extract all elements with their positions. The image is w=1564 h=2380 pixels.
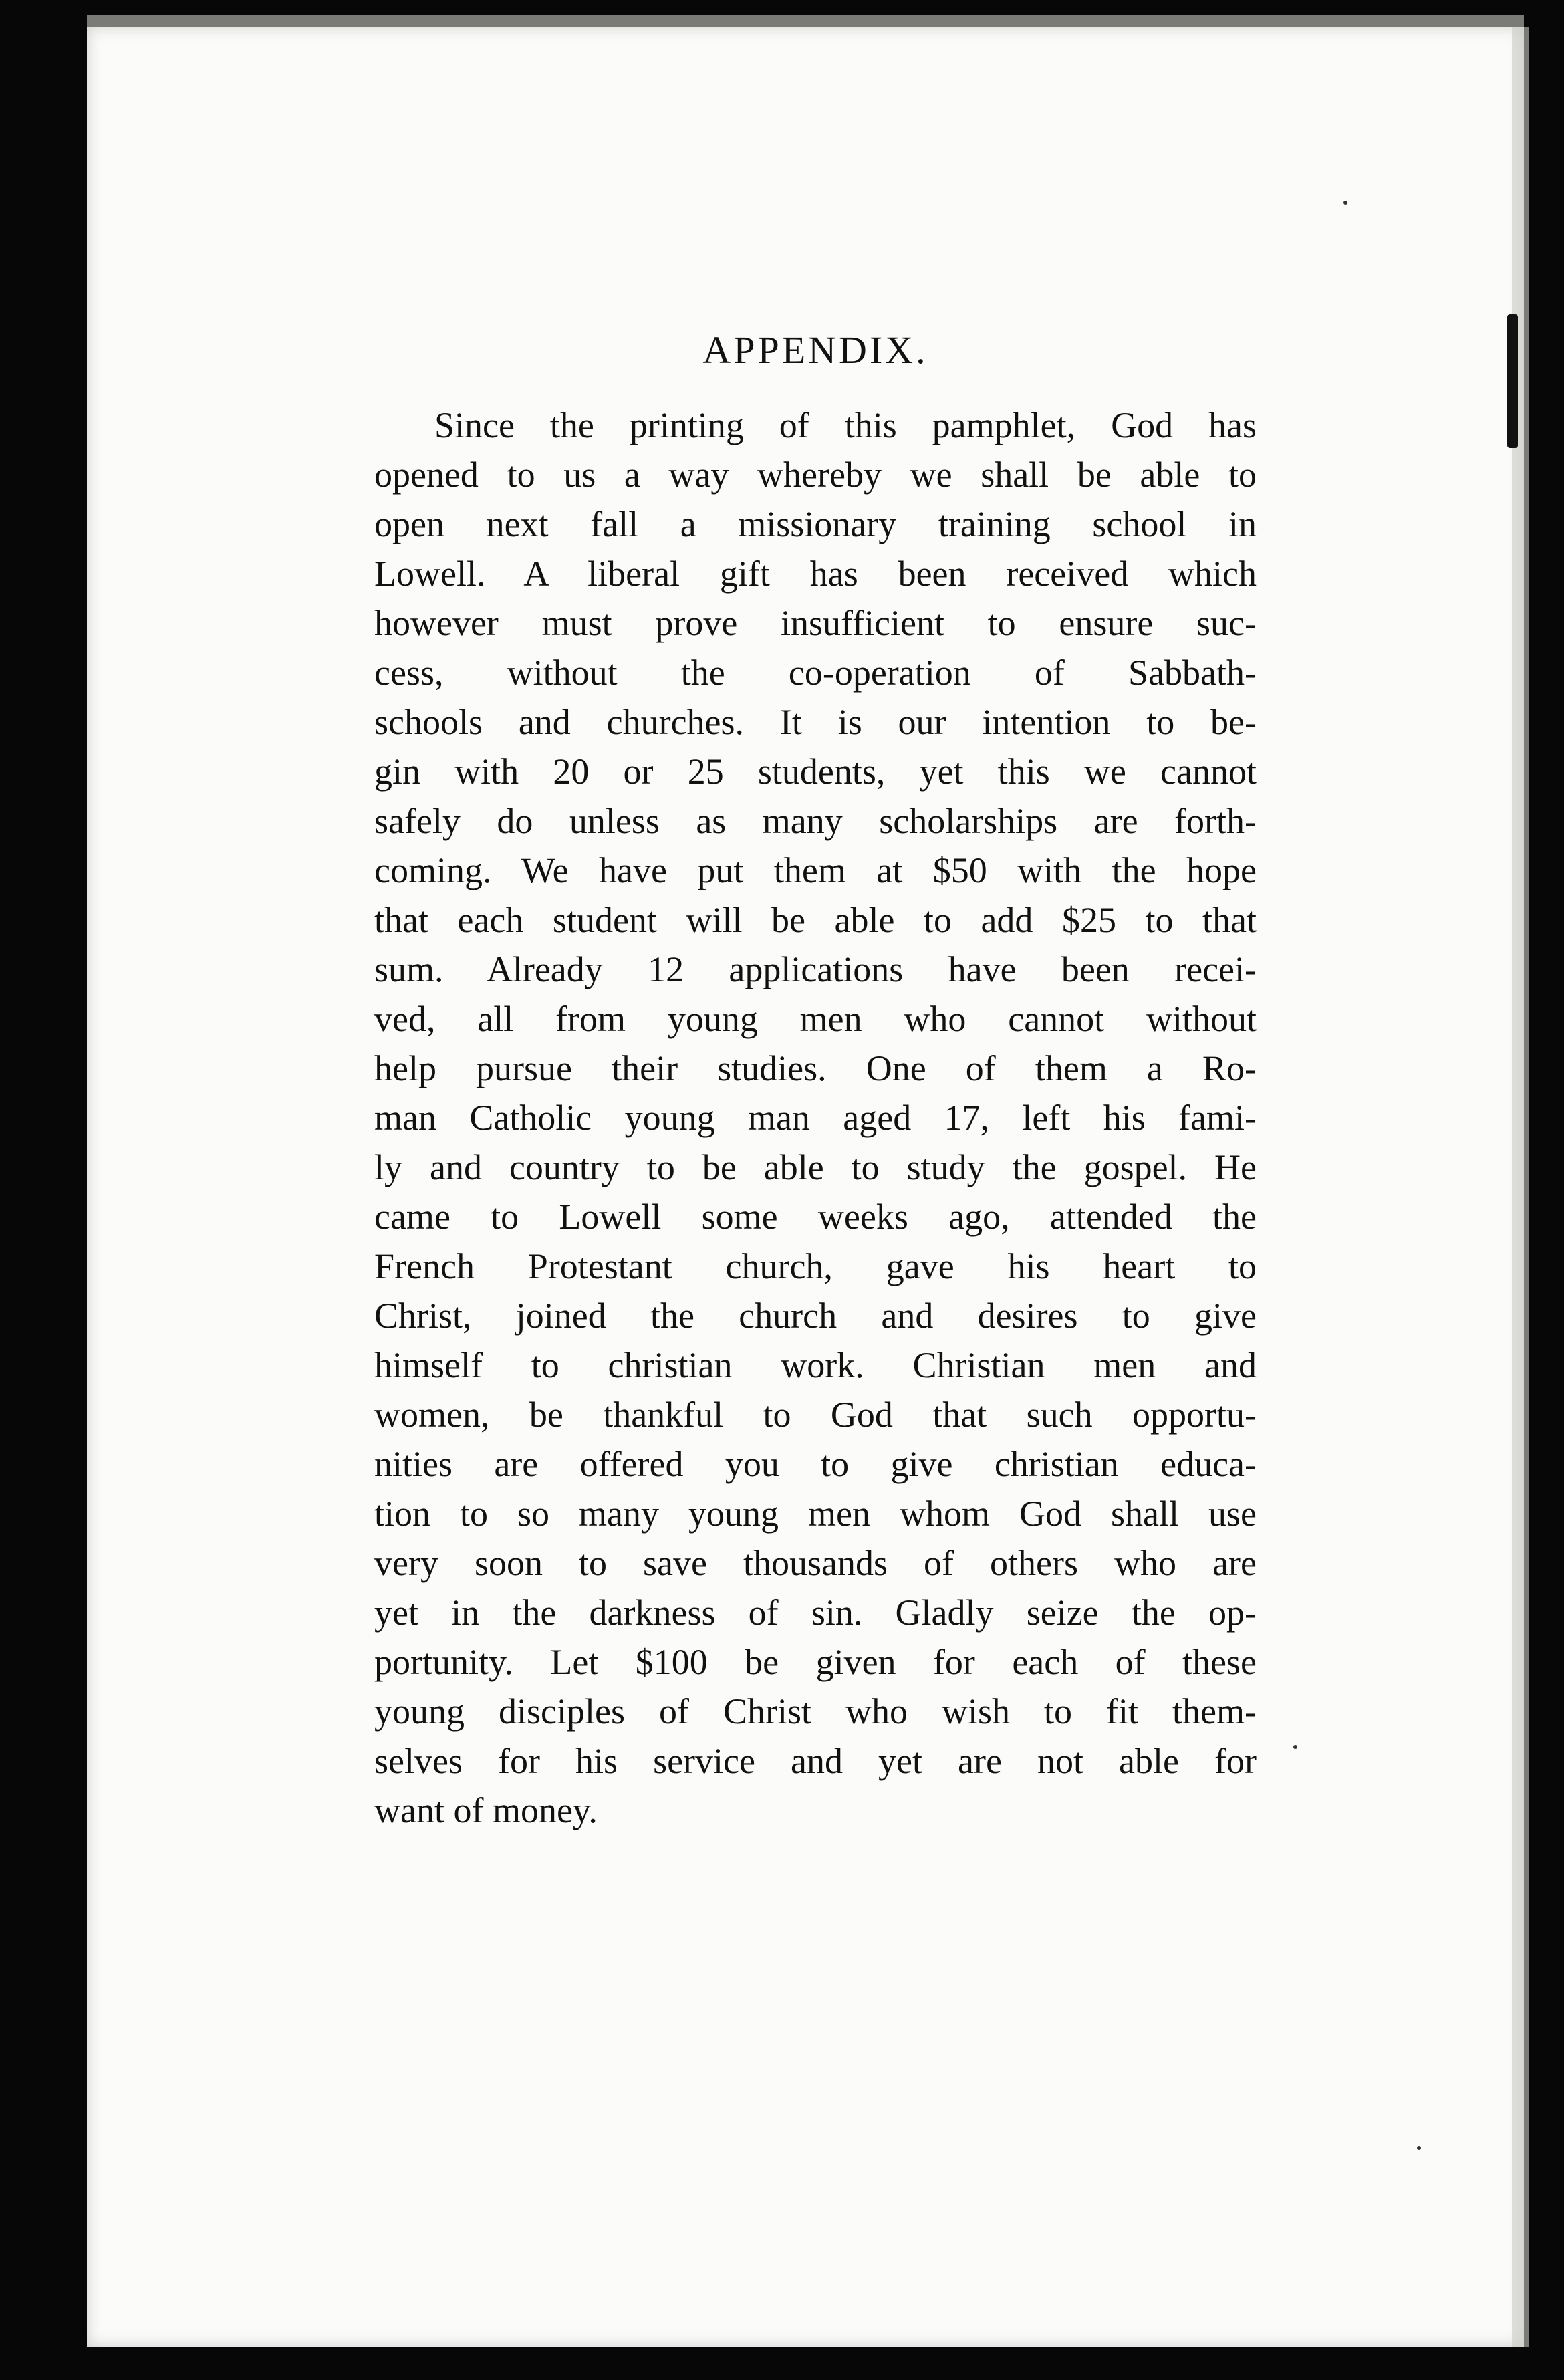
text-line: Christ, joined the church and desires to give — [374, 1296, 1257, 1336]
paper-speck — [1343, 201, 1347, 205]
binding-mark — [1507, 314, 1518, 448]
text-line: cess, without the co-operation of Sabbath- — [374, 652, 1257, 693]
text-line: help pursue their studies. One of them a Ro- — [374, 1048, 1257, 1088]
paper-speck — [1293, 1745, 1297, 1749]
text-line: young disciples of Christ who wish to fit them- — [374, 1691, 1257, 1732]
text-line: yet in the darkness of sin. Gladly seize the op- — [374, 1592, 1257, 1633]
text-line: man Catholic young man aged 17, left his fami- — [374, 1098, 1257, 1138]
text-line: himself to christian work. Christian men and — [374, 1345, 1257, 1385]
text-line: very soon to save thousands of others who are — [374, 1543, 1257, 1583]
text-line: opened to us a way whereby we shall be able to — [374, 455, 1257, 495]
text-line: Since the printing of this pamphlet, God has — [434, 405, 1257, 445]
text-line: ved, all from young men who cannot without — [374, 999, 1257, 1039]
text-line: sum. Already 12 applications have been recei- — [374, 949, 1257, 989]
text-line: French Protestant church, gave his heart to — [374, 1246, 1257, 1286]
text-line: came to Lowell some weeks ago, attended the — [374, 1197, 1257, 1237]
text-line: schools and churches. It is our intention to be- — [374, 702, 1257, 742]
text-line: women, be thankful to God that such opportu- — [374, 1395, 1257, 1435]
appendix-heading: APPENDIX. — [702, 328, 928, 372]
text-line: gin with 20 or 25 students, yet this we cannot — [374, 751, 1257, 792]
text-line: Lowell. A liberal gift has been received which — [374, 554, 1257, 594]
text-line: safely do unless as many scholarships are forth- — [374, 801, 1257, 841]
appendix-body — [374, 400, 1257, 1835]
text-line: that each student will be able to add $25 to that — [374, 900, 1257, 940]
text-line: selves for his service and yet are not able for — [374, 1741, 1257, 1781]
text-line: coming. We have put them at $50 with the hope — [374, 850, 1257, 890]
text-line: nities are offered you to give christian educa- — [374, 1444, 1257, 1484]
text-line: want of money. — [374, 1790, 598, 1830]
text-line: open next fall a missionary training school in — [374, 504, 1257, 544]
text-line: however must prove insufficient to ensure suc- — [374, 603, 1257, 643]
text-line: ly and country to be able to study the gospel. He — [374, 1147, 1257, 1187]
text-line: portunity. Let $100 be given for each of these — [374, 1642, 1257, 1682]
appendix-section — [374, 328, 1257, 1835]
text-line: tion to so many young men whom God shall use — [374, 1494, 1257, 1534]
paper-speck — [1417, 2146, 1421, 2150]
